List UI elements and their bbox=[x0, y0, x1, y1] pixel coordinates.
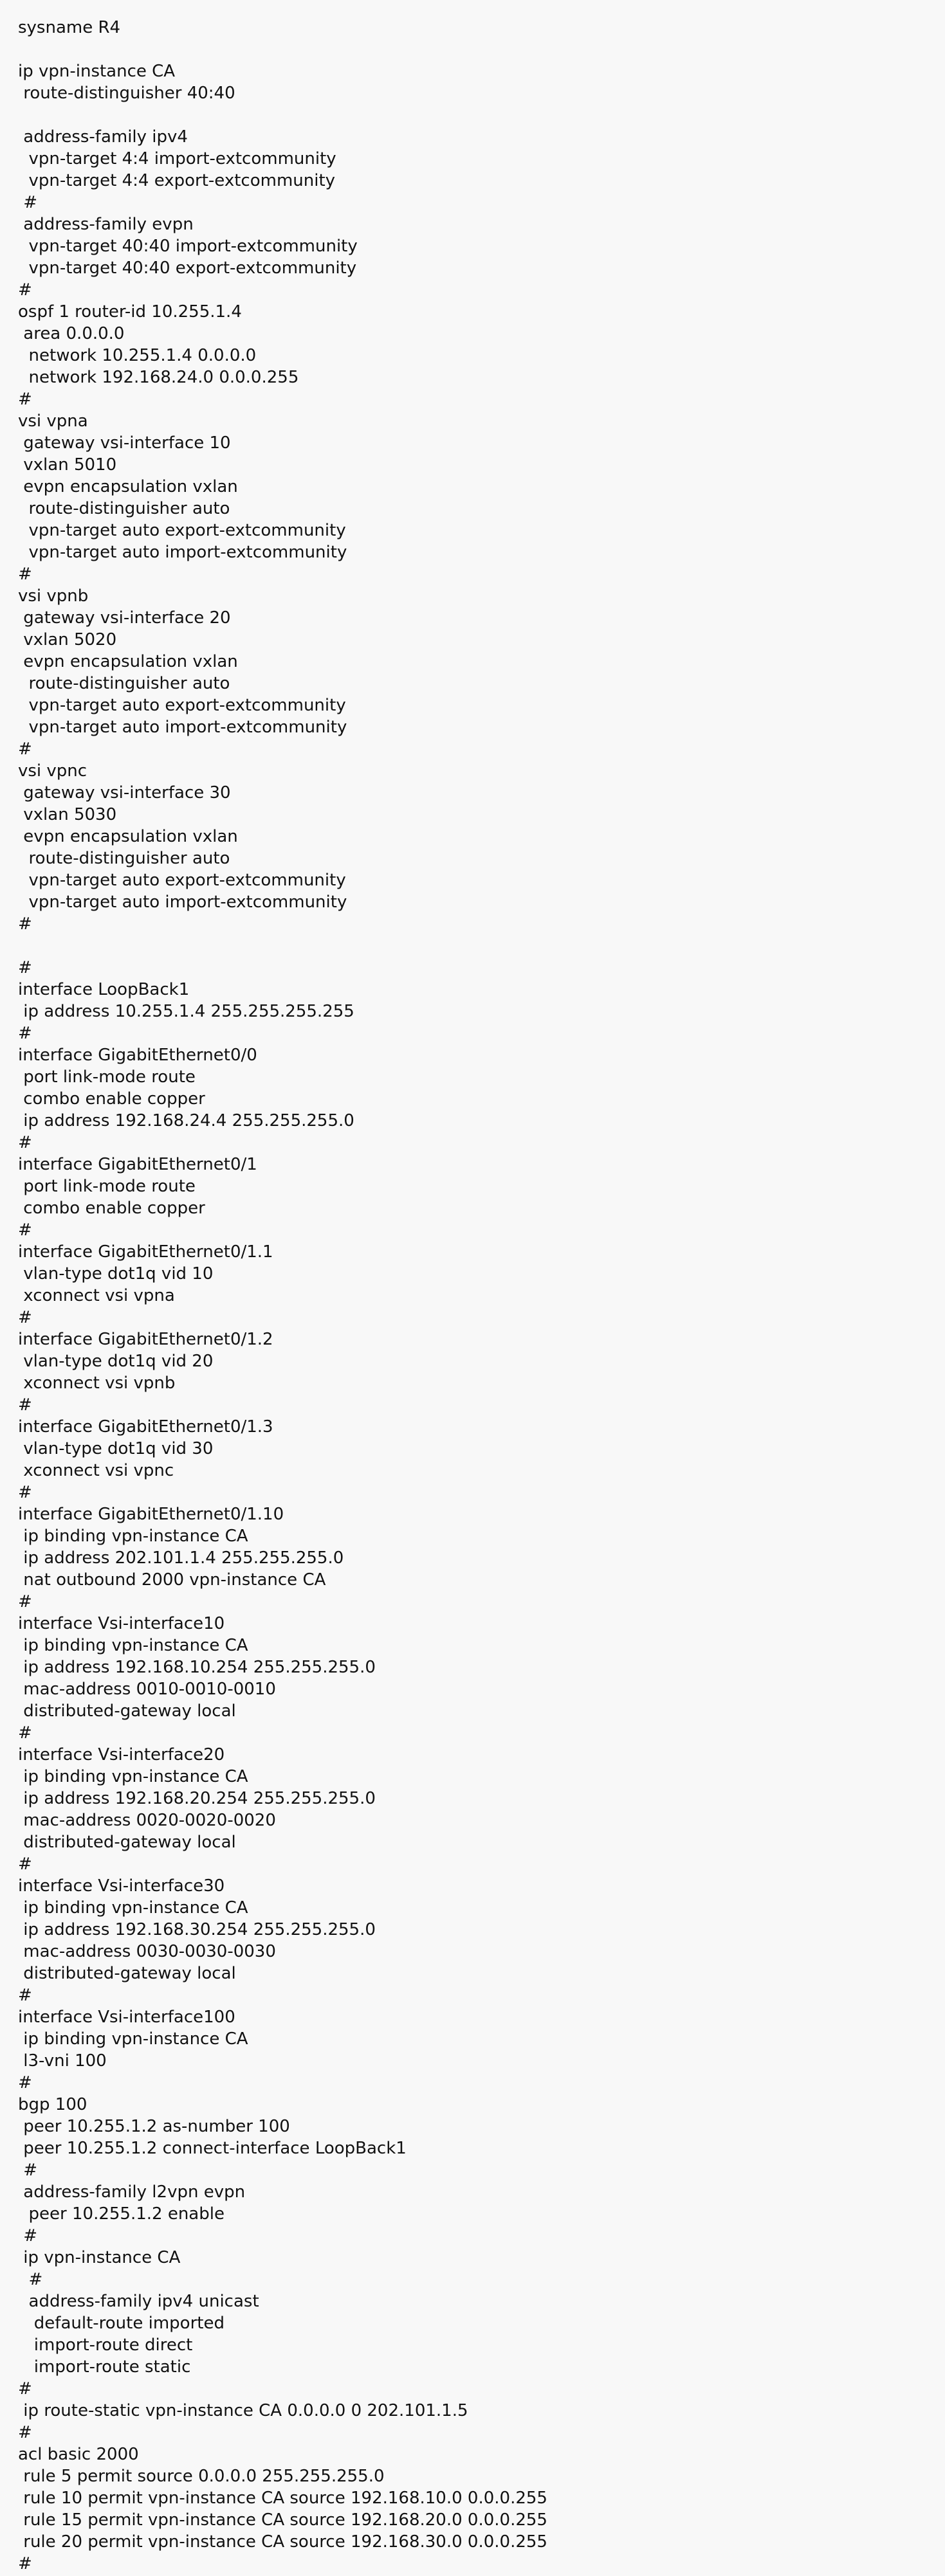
config-line: route-distinguisher 40:40 bbox=[18, 84, 235, 103]
config-line: ip binding vpn-instance CA bbox=[18, 1527, 248, 1546]
config-line: address-family ipv4 unicast bbox=[18, 2292, 259, 2311]
config-line: interface GigabitEthernet0/1 bbox=[18, 1155, 257, 1174]
config-line: vpn-target 4:4 export-extcommunity bbox=[18, 171, 336, 190]
config-line: vpn-target auto export-extcommunity bbox=[18, 871, 346, 890]
config-line: # bbox=[18, 1723, 32, 1743]
config-line: interface GigabitEthernet0/1.10 bbox=[18, 1505, 284, 1524]
config-line: # bbox=[18, 390, 32, 409]
config-line: # bbox=[18, 1220, 32, 1240]
config-line: import-route direct bbox=[18, 2336, 193, 2355]
config-line: interface Vsi-interface30 bbox=[18, 1876, 225, 1896]
config-line: bgp 100 bbox=[18, 2095, 87, 2114]
config-line: # bbox=[18, 958, 32, 977]
config-line: sysname R4 bbox=[18, 18, 121, 37]
config-line: l3-vni 100 bbox=[18, 2051, 107, 2071]
config-line: vlan-type dot1q vid 20 bbox=[18, 1352, 214, 1371]
config-line: # bbox=[18, 2161, 38, 2180]
config-line: ip binding vpn-instance CA bbox=[18, 1898, 248, 1918]
config-line: combo enable copper bbox=[18, 1089, 205, 1109]
config-line: gateway vsi-interface 30 bbox=[18, 783, 231, 803]
config-line: vpn-target auto export-extcommunity bbox=[18, 696, 346, 715]
config-line: ip address 192.168.24.4 255.255.255.0 bbox=[18, 1111, 354, 1130]
config-line: mac-address 0020-0020-0020 bbox=[18, 1811, 276, 1830]
config-line: # bbox=[18, 193, 38, 212]
config-text-block bbox=[18, 17, 931, 2575]
config-line: # bbox=[18, 739, 32, 759]
config-line: ip vpn-instance CA bbox=[18, 62, 176, 81]
config-line: distributed-gateway local bbox=[18, 1701, 236, 1721]
config-line: # bbox=[18, 1024, 32, 1043]
config-line: # bbox=[18, 2270, 43, 2289]
config-line: mac-address 0030-0030-0030 bbox=[18, 1942, 276, 1961]
config-line: # bbox=[18, 914, 32, 934]
config-line: network 10.255.1.4 0.0.0.0 bbox=[18, 346, 257, 365]
config-line: peer 10.255.1.2 as-number 100 bbox=[18, 2117, 290, 2136]
config-line: # bbox=[18, 2554, 32, 2573]
config-line: ospf 1 router-id 10.255.1.4 bbox=[18, 302, 242, 322]
config-line: address-family l2vpn evpn bbox=[18, 2182, 246, 2202]
config-line: interface Vsi-interface10 bbox=[18, 1614, 225, 1633]
config-line: vxlan 5010 bbox=[18, 455, 117, 475]
config-line: evpn encapsulation vxlan bbox=[18, 827, 238, 846]
config-line: rule 5 permit source 0.0.0.0 255.255.255.0 bbox=[18, 2467, 385, 2486]
config-line: vpn-target auto import-extcommunity bbox=[18, 893, 347, 912]
config-line: distributed-gateway local bbox=[18, 1833, 236, 1852]
config-line: vpn-target 4:4 import-extcommunity bbox=[18, 149, 336, 168]
config-line: # bbox=[18, 1395, 32, 1415]
config-line: gateway vsi-interface 10 bbox=[18, 433, 231, 453]
config-line: address-family evpn bbox=[18, 215, 194, 234]
blank-line bbox=[18, 104, 931, 126]
config-line: port link-mode route bbox=[18, 1067, 196, 1087]
config-line: gateway vsi-interface 20 bbox=[18, 608, 231, 628]
config-line: evpn encapsulation vxlan bbox=[18, 477, 238, 496]
config-line: interface GigabitEthernet0/0 bbox=[18, 1046, 257, 1065]
config-line: xconnect vsi vpnb bbox=[18, 1374, 176, 1393]
config-line: # bbox=[18, 1308, 32, 1327]
config-line: rule 10 permit vpn-instance CA source 192.168.10.0 0.0.0.255 bbox=[18, 2489, 547, 2508]
config-line: # bbox=[18, 565, 32, 584]
config-line: ip route-static vpn-instance CA 0.0.0.0 0 202.101.1.5 bbox=[18, 2401, 468, 2420]
config-line: ip address 192.168.30.254 255.255.255.0 bbox=[18, 1920, 376, 1939]
config-line: interface GigabitEthernet0/1.2 bbox=[18, 1330, 273, 1349]
config-line: evpn encapsulation vxlan bbox=[18, 652, 238, 671]
config-line: vxlan 5020 bbox=[18, 630, 117, 649]
config-line: address-family ipv4 bbox=[18, 127, 188, 147]
config-line: ip address 10.255.1.4 255.255.255.255 bbox=[18, 1002, 354, 1021]
config-line: vpn-target auto import-extcommunity bbox=[18, 543, 347, 562]
config-line: vpn-target auto export-extcommunity bbox=[18, 521, 346, 540]
config-line: # bbox=[18, 2379, 32, 2399]
config-line: # bbox=[18, 1592, 32, 1611]
blank-line bbox=[18, 39, 931, 60]
config-line: import-route static bbox=[18, 2357, 191, 2377]
config-line: distributed-gateway local bbox=[18, 1964, 236, 1983]
config-line: vsi vpna bbox=[18, 412, 88, 431]
config-line: ip vpn-instance CA bbox=[18, 2248, 181, 2267]
config-line: interface Vsi-interface100 bbox=[18, 2008, 235, 2027]
config-line: # bbox=[18, 280, 32, 300]
config-line: # bbox=[18, 2423, 32, 2442]
config-line: vlan-type dot1q vid 10 bbox=[18, 1264, 214, 1283]
config-line: combo enable copper bbox=[18, 1199, 205, 1218]
config-line: area 0.0.0.0 bbox=[18, 324, 125, 343]
config-line: rule 15 permit vpn-instance CA source 192.168.20.0 0.0.0.255 bbox=[18, 2510, 547, 2530]
config-line: xconnect vsi vpna bbox=[18, 1286, 175, 1305]
config-line: # bbox=[18, 1986, 32, 2005]
config-line: mac-address 0010-0010-0010 bbox=[18, 1680, 276, 1699]
config-line: # bbox=[18, 2226, 38, 2245]
config-line: ip binding vpn-instance CA bbox=[18, 1767, 248, 1786]
config-line: route-distinguisher auto bbox=[18, 499, 230, 518]
config-line: network 192.168.24.0 0.0.0.255 bbox=[18, 368, 299, 387]
config-line: rule 20 permit vpn-instance CA source 192.168.30.0 0.0.0.255 bbox=[18, 2532, 547, 2552]
config-line: ip binding vpn-instance CA bbox=[18, 2029, 248, 2049]
config-line: ip address 192.168.20.254 255.255.255.0 bbox=[18, 1789, 376, 1808]
config-line: # bbox=[18, 2073, 32, 2092]
config-line: nat outbound 2000 vpn-instance CA bbox=[18, 1570, 326, 1590]
config-line: interface GigabitEthernet0/1.3 bbox=[18, 1417, 273, 1437]
config-line: # bbox=[18, 1483, 32, 1502]
config-line: vpn-target 40:40 import-extcommunity bbox=[18, 237, 358, 256]
config-line: ip address 202.101.1.4 255.255.255.0 bbox=[18, 1548, 344, 1568]
config-line: vpn-target 40:40 export-extcommunity bbox=[18, 259, 357, 278]
config-line: port link-mode route bbox=[18, 1177, 196, 1196]
config-line: vxlan 5030 bbox=[18, 805, 117, 824]
config-line: acl basic 2000 bbox=[18, 2445, 139, 2464]
config-line: peer 10.255.1.2 enable bbox=[18, 2204, 225, 2224]
config-line: default-route imported bbox=[18, 2314, 225, 2333]
config-line: vpn-target auto import-extcommunity bbox=[18, 718, 347, 737]
config-line: # bbox=[18, 1133, 32, 1152]
config-line: ip address 192.168.10.254 255.255.255.0 bbox=[18, 1658, 376, 1677]
config-line: vsi vpnb bbox=[18, 586, 89, 606]
config-line: route-distinguisher auto bbox=[18, 674, 230, 693]
config-line: ip binding vpn-instance CA bbox=[18, 1636, 248, 1655]
config-line: interface Vsi-interface20 bbox=[18, 1745, 225, 1764]
config-line: vlan-type dot1q vid 30 bbox=[18, 1439, 214, 1458]
config-line: route-distinguisher auto bbox=[18, 849, 230, 868]
config-line: vsi vpnc bbox=[18, 761, 87, 781]
config-line: interface LoopBack1 bbox=[18, 980, 190, 999]
blank-line bbox=[18, 935, 931, 957]
config-line: xconnect vsi vpnc bbox=[18, 1461, 174, 1480]
config-line: # bbox=[18, 1855, 32, 1874]
config-line: interface GigabitEthernet0/1.1 bbox=[18, 1242, 273, 1262]
config-line: peer 10.255.1.2 connect-interface LoopBack1 bbox=[18, 2139, 407, 2158]
